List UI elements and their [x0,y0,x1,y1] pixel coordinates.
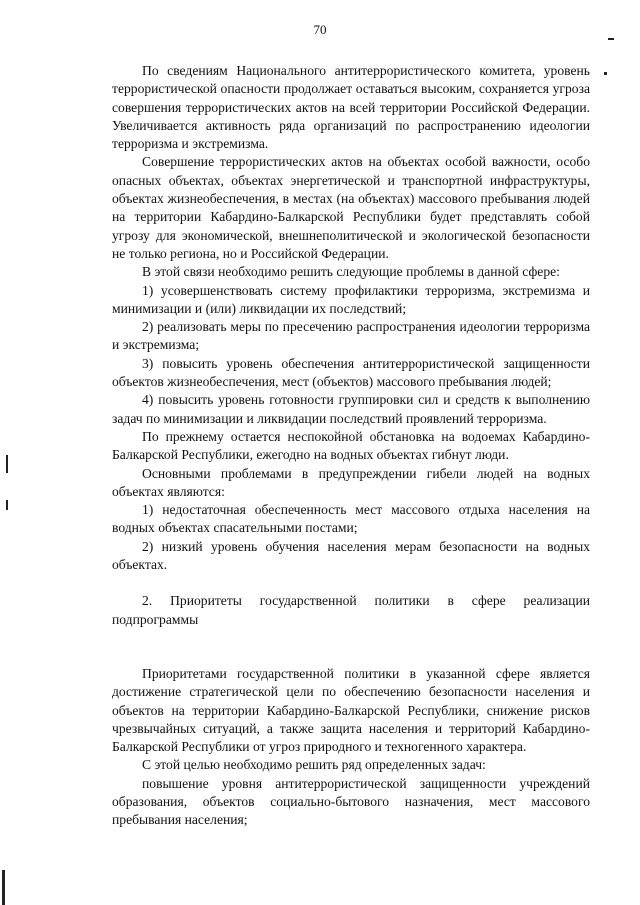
paragraph: Приоритетами государственной политики в указанной сфере является достижение стратегической цели по обеспечению безопасности населения и объектов на территории Кабардино-Балкарской Республики, снижение рисков чрезвычайных ситуаций, а также защита населения и территорий Кабардино-Балкарской Республики от угроз природного и техногенного характера. [112,665,590,755]
paragraph: С этой целью необходимо решить ряд определенных задач: [142,757,486,773]
page-number: 70 [313,22,327,37]
paragraph: В этой связи необходимо решить следующие проблемы в данной сфере: [142,264,560,280]
list-item: 3) повысить уровень обеспечения антитеррористической защищенности объектов жизнеобеспечения, мест (объектов) массового пребывания людей; [112,355,590,390]
paragraph: Совершение террористических актов на объектах особой важности, особо опасных объектах, объектах энергетической и транспортной инфраструктуры, объектах жизнеобеспечения, в местах (на объектах) массового пребывания людей на территории Кабардино-Балкарской Республики будет представлять собой угрозу для экономической, внешнеполитической и экологической безопасности не только региона, но и Российской Федерации. [112,154,590,261]
list-item: 2) реализовать меры по пресечению распространения идеологии терроризма и экстремизма; [112,319,590,353]
list-item: 4) повысить уровень готовности группировки сил и средств к выполнению задач по минимизации и ликвидации последствий проявлений терроризма. [112,392,590,426]
list-item: 1) усовершенствовать систему профилактики терроризма, экстремизма и минимизации и (или) ликвидации их последствий; [112,282,590,316]
list-item: 2) низкий уровень обучения населения мерам безопасности на водных объектах. [112,538,590,573]
paragraph: Основными проблемами в предупреждении гибели людей на водных объектах являются: [112,465,590,499]
list-item: повышение уровня антитеррористической защищенности учреждений образования, объектов социально-бытового назначения, мест массового пребывания населения; [112,775,590,828]
scan-mark [6,500,8,510]
scan-mark [2,870,5,905]
list-item: 1) недостаточная обеспеченность мест массового отдыха населения на водных объектах спасательными постами; [112,502,590,536]
section-heading: 2. Приоритеты государственной политики в сфере реализации подпрограммы [112,593,590,627]
scan-mark [604,72,607,75]
document-body [112,62,590,830]
paragraph: По сведениям Национального антитеррористического комитета, уровень террористической опасности продолжает оставаться высоким, сохраняется угроза совершения террористических актов на всей территории Российской Федерации. Увеличивается активность ряда организаций по распространению идеологии терроризма и экстремизма. [112,63,590,152]
paragraph: По прежнему остается неспокойной обстановка на водоемах Кабардино-Балкарской Республики, ежегодно на водных объектах гибнут люди. [112,428,590,463]
scan-mark [608,38,614,40]
scan-mark [6,455,8,473]
